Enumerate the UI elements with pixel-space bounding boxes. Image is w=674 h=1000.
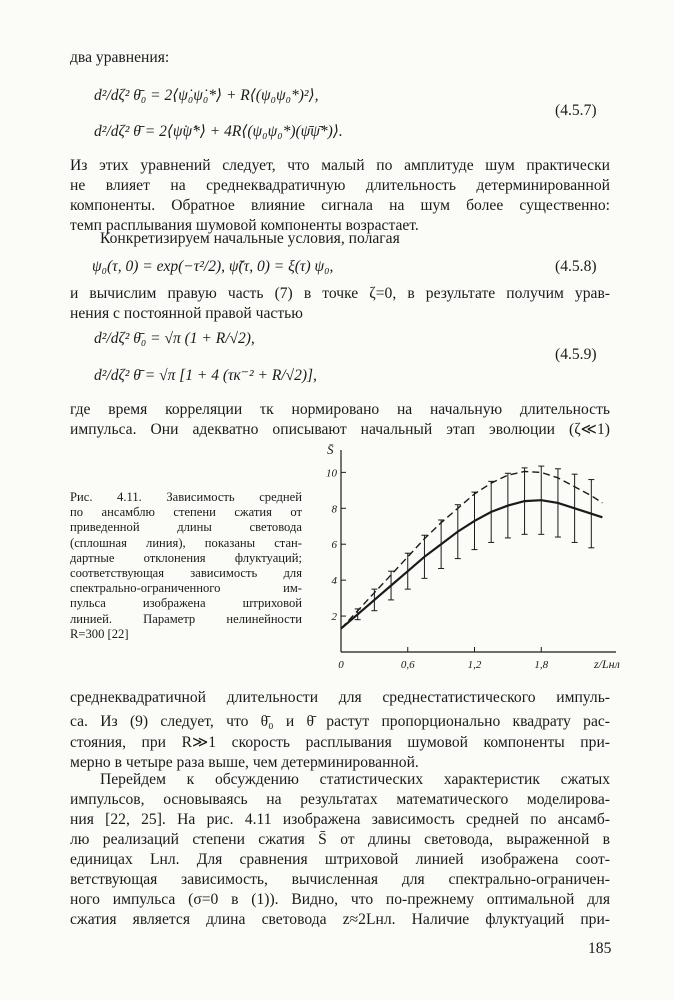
x-axis-label: z/Lнл <box>594 657 620 671</box>
x-tick-label: 1,2 <box>467 659 482 671</box>
paragraph-line: сжатия является длина световода z≈2Lнл. Наличие флуктуаций при- <box>70 911 610 928</box>
paragraph-line: темп расплывания шумовой компоненты возрастает. <box>70 217 419 234</box>
equation-4-5-7-a: d²/dζ² θ̄₀ = 2⟨ψ̇₀ψ̇₀*⟩ + R⟨(ψ₀ψ₀*)²⟩, <box>94 87 319 104</box>
y-tick-label: 10 <box>326 467 337 480</box>
intro-text: два уравнения: <box>70 49 170 66</box>
equation-4-5-9-b: d²/dζ² θ̄ = √π [1 + 4 (τк⁻² + R/√2)], <box>94 367 317 384</box>
paragraph-line: ния [22, 25]. На рис. 4.11 изображена зависимость средней по ансамб- <box>70 811 610 828</box>
paragraph-line: са. Из (9) следует, что θ̄₀ и θ̄ растут пропорционально квадрату рас- <box>70 713 610 730</box>
equation-number-4-5-8: (4.5.8) <box>555 258 597 275</box>
x-tick-label: 0,6 <box>400 659 415 671</box>
figure-caption <box>70 490 302 642</box>
caption-line: приведенной длины световода <box>70 520 302 535</box>
caption-line: R=300 [22] <box>70 626 129 641</box>
page-number: 185 <box>588 940 612 957</box>
paragraph-line: и вычислим правую часть (7) в точке ζ=0, в результате получим урав- <box>70 285 610 302</box>
paragraph-line: где время корреляции τк нормировано на начальную длительность <box>70 401 610 418</box>
y-tick-label: 4 <box>331 575 337 588</box>
paragraph-line: Из этих уравнений следует, что малый по амплитуде шум практически <box>70 157 610 174</box>
x-tick-label: 0 <box>338 659 344 671</box>
paragraph-line: среднеквадратичной длительности для среднестатистического импуль- <box>70 689 610 706</box>
paragraph-line: лю реализаций степени сжатия S̄ от длины световода, выраженной в <box>70 831 610 848</box>
paragraph-line: ного импульса (σ=0 в (1)). Видно, что по-прежнему оптимальной для <box>70 891 610 908</box>
paragraph-line: ветствующая зависимость, вычисленная для спектрально-ограничен- <box>70 871 610 888</box>
paragraph-initial-conditions: Конкретизируем начальные условия, полагая <box>100 230 400 247</box>
y-tick-label: 6 <box>331 539 337 552</box>
compression-chart <box>310 440 630 675</box>
paragraph-line: импульсов, основываясь на результатах математического моделирова- <box>70 791 610 808</box>
paragraph-line: единицах Lнл. Для сравнения штриховой линией изображена соот- <box>70 851 610 868</box>
equation-number-4-5-7: (4.5.7) <box>555 102 597 119</box>
paragraph-line: компоненты. Обратное влияние сигнала на шум более существенно: <box>70 197 610 214</box>
equation-4-5-9-a: d²/dζ² θ̄₀ = √π (1 + R/√2), <box>94 330 255 347</box>
paragraph-line: Перейдем к обсуждению статистических характеристик сжатых <box>100 771 610 788</box>
y-axis-label: S̄ <box>327 442 334 457</box>
caption-line: по ансамблю степени сжатия от <box>70 505 302 520</box>
caption-line: Рис. 4.11. Зависимость средней <box>70 490 302 504</box>
caption-line: дартные отклонения флуктуаций; <box>70 550 302 565</box>
caption-line: пульса изображена штриховой <box>70 596 302 611</box>
paragraph-line: мерно в четыре раза выше, чем детерминированной. <box>70 754 419 771</box>
y-tick-label: 8 <box>331 503 337 516</box>
equation-4-5-7-b: d²/dζ² θ̄ = 2⟨ψ̇ψ̇*⟩ + 4R⟨(ψ₀ψ₀*)(ψ̄ψ̄*)⟩. <box>94 123 343 140</box>
caption-line: линией. Параметр нелинейности <box>70 611 302 626</box>
caption-line: (сплошная линия), показаны стан- <box>70 535 302 550</box>
y-tick-label: 2 <box>331 611 337 624</box>
paragraph-line: нения с постоянной правой частью <box>70 305 303 322</box>
paragraph-line: импульса. Они адекватно описывают начальный этап эволюции (ζ≪1) <box>70 421 610 438</box>
caption-line: спектрально-ограниченного им- <box>70 581 302 596</box>
equation-number-4-5-9: (4.5.9) <box>555 346 597 363</box>
equation-4-5-8: ψ₀(τ, 0) = exp(−τ²/2), ψ̃(τ, 0) = ξ(τ) ψ₀, <box>92 258 334 275</box>
paragraph-line: стояния, при R≫1 скорость расплывания шумовой компоненты при- <box>70 734 610 751</box>
solid-series-line <box>341 500 602 628</box>
paragraph-line: не влияет на среднеквадратичную длительность детерминированной <box>70 177 610 194</box>
caption-line: соответствующая зависимость для <box>70 566 302 581</box>
x-tick-label: 1,8 <box>534 659 549 671</box>
